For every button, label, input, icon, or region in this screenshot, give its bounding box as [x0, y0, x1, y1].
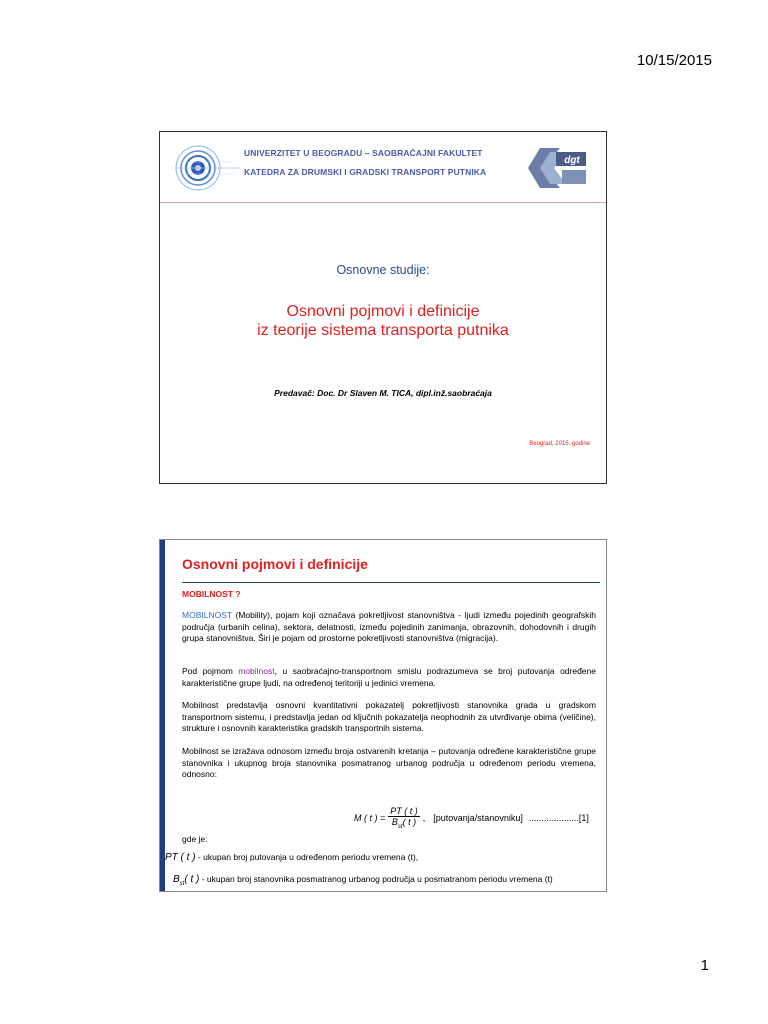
- section-subtitle: MOBILNOST ?: [182, 589, 241, 599]
- formula-numerator: PT ( t ): [390, 806, 418, 816]
- title-divider: [182, 582, 600, 583]
- university-name: UNIVERZITET U BEOGRADU – SAOBRAĆAJNI FAKULTET: [244, 148, 483, 158]
- slide-mobility: [159, 539, 607, 892]
- page-date: 10/15/2015: [636, 52, 712, 69]
- formula-ref: [1]: [578, 812, 589, 823]
- definition-bst: [173, 874, 553, 887]
- formula-fraction: [388, 806, 420, 830]
- symbol-bst: $B_{st}$( t ): [173, 874, 200, 887]
- where-label: gde je:: [182, 834, 208, 844]
- symbol-pt: PT ( t ): [165, 852, 196, 863]
- paragraph-meaning: [182, 666, 596, 689]
- paragraph-indicator: Mobilnost predstavlja osnovni kvantitativni pokazatelj pokretljivosti stanovnika grada u gradskom transportnom sistemu, i predstavlja jedan od ključnih pokazatelja neophodnih za utvrđivanje obima (veličine), strukture i osnovnih karakteristika gradskih transportnih sistema.: [182, 700, 596, 734]
- department-name: KATEDRA ZA DRUMSKI I GRADSKI TRANSPORT PUTNIKA: [244, 167, 487, 177]
- mobility-formula: M ( t ) = $\frac{PT ( t )}{B_{st}( t )}$ , [putovanja/stanovniku] .................... [1]: [354, 806, 589, 830]
- studies-label: Osnovne studije:: [336, 263, 430, 277]
- paragraph-text: (Mobility), pojam koji označava pokretljivost stanovništva - ljudi između pojedinih geografskih područja (urbanih celina), sektora, delatnosti, između pojedinih zanimanja, obrazovnih, dohodovnih i drugih grupa stanovništva. Širi je pojam od prostorne pokretljivosti stanovništva (migracija).: [182, 610, 596, 644]
- paragraph-definition: [182, 610, 596, 645]
- title-line-1: Osnovni pojmovi i definicije: [286, 303, 480, 320]
- paragraph-expression: Mobilnost se izražava odnosom između broja ostvarenih kretanja – putovanja određene karakteristične grupe stanovnika i ukupnog broja stanovnika posmatranog urbanog područja u određenom periodu vremena, odnosno:: [182, 746, 596, 780]
- term-mobilnost: MOBILNOST: [182, 610, 232, 620]
- department-logo-icon: [526, 142, 590, 194]
- term-mobilnost-inline: mobilnost: [238, 666, 275, 676]
- formula-unit: [putovanja/stanovniku]: [433, 812, 523, 823]
- paragraph-text: , u saobraćajno-transportnom smislu podrazumeva se broj putovanja određene karakteristične grupe ljudi, na određenoj teritoriji u jedinici vremena.: [182, 666, 596, 688]
- slide-title: [159, 131, 607, 484]
- lecturer-info: Predavač: Doc. Dr Slaven M. TICA, dipl.inž.saobraćaja: [274, 388, 492, 398]
- department-logo-text: dgt: [564, 155, 580, 166]
- university-logo-icon: [174, 142, 242, 194]
- slide-title: Osnovni pojmovi i definicije: [182, 556, 368, 572]
- place-date: Beograd, 2015. godine: [529, 441, 590, 447]
- page-number: 1: [700, 957, 709, 974]
- formula-denominator: $B_{st}$( t ): [391, 817, 417, 830]
- definition-text: - ukupan broj putovanja u određenom periodu vremena (t),: [195, 852, 419, 862]
- slide-header: [160, 132, 606, 203]
- formula-dots: ....................: [528, 812, 579, 823]
- title-line-2: iz teorije sistema transporta putnika: [257, 322, 509, 339]
- definition-text: - ukupan broj stanovnika posmatranog urbanog područja u posmatranom periodu vremena (t): [199, 874, 553, 884]
- formula-lhs: M ( t ) =: [354, 812, 386, 823]
- paragraph-text: Pod pojmom: [182, 666, 239, 676]
- definition-pt: [165, 852, 418, 863]
- slide-accent-bar: [160, 540, 165, 891]
